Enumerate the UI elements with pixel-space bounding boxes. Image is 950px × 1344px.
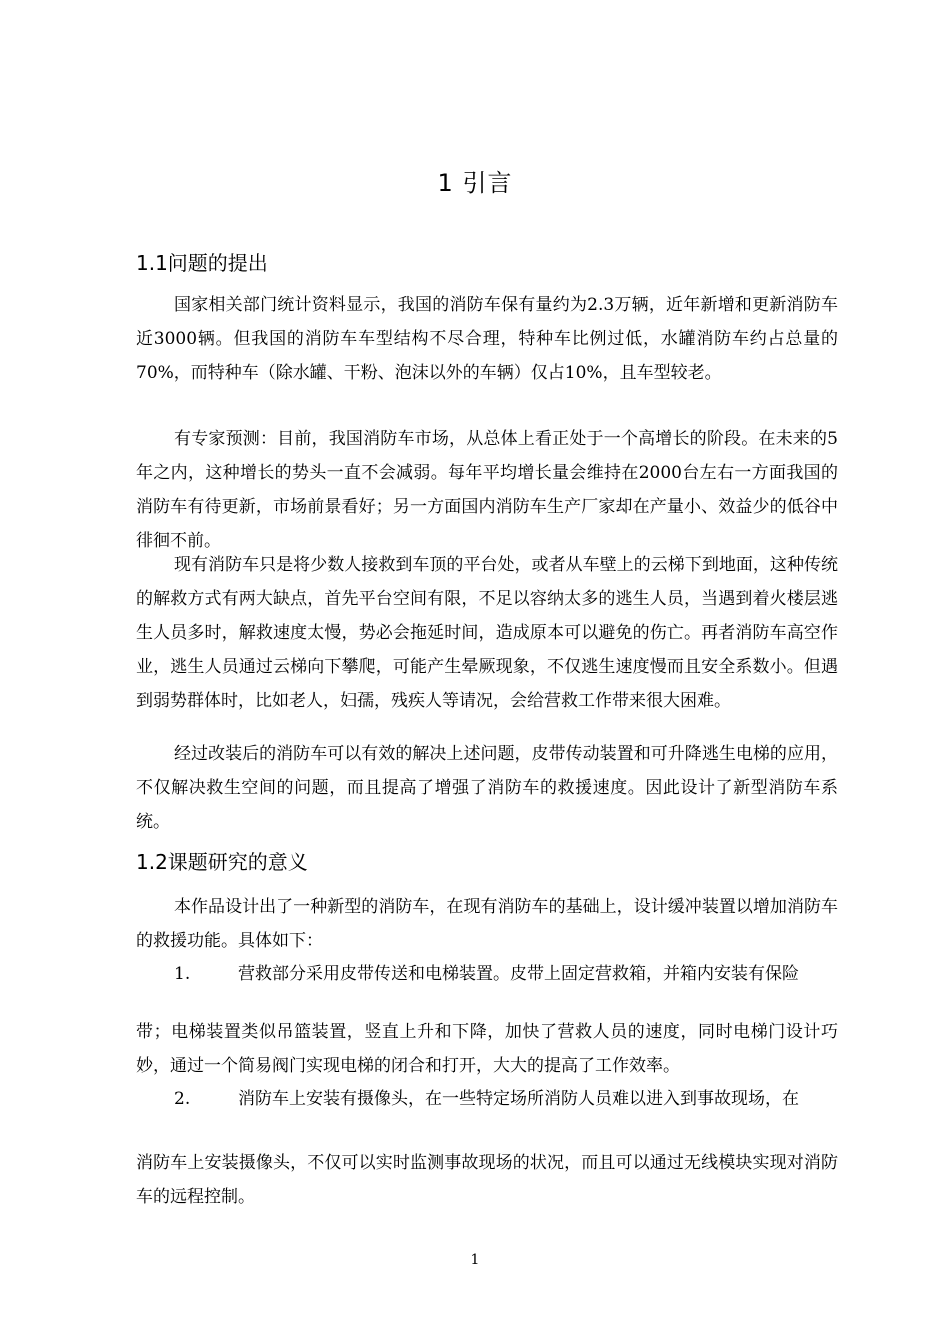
list-item-continuation: 消防车上安装摄像头，不仅可以实时监测事故现场的状况，而且可以通过无线模块实现对消防车的远程控制。 bbox=[136, 1153, 838, 1207]
list-item-number: 2. bbox=[174, 1089, 191, 1109]
paragraph: 本作品设计出了一种新型的消防车，在现有消防车的基础上，设计缓冲装置以增加消防车的救援功能。具体如下： bbox=[136, 897, 838, 951]
page-number: 1 bbox=[470, 1252, 480, 1268]
paragraph: 有专家预测：目前，我国消防车市场，从总体上看正处于一个高增长的阶段。在未来的5年之内，这种增长的势头一直不会减弱。每年平均增长量会维持在2000台左右一方面我国的消防车有待更新，市场前景看好；另一方面国内消防车生产厂家却在产量小、效益少的低谷中徘徊不前。 bbox=[136, 429, 838, 551]
paragraph: 经过改装后的消防车可以有效的解决上述问题，皮带传动装置和可升降逃生电梯的应用，不仅解决救生空间的问题，而且提高了增强了消防车的救援速度。因此设计了新型消防车系统。 bbox=[136, 744, 838, 832]
section-heading-1-2: 1.2课题研究的意义 bbox=[136, 850, 308, 874]
list-item-text: 营救部分采用皮带传送和电梯装置。皮带上固定营救箱，并箱内安装有保险 bbox=[238, 964, 799, 984]
paragraph: 国家相关部门统计资料显示，我国的消防车保有量约为2.3万辆，近年新增和更新消防车近3000辆。但我国的消防车车型结构不尽合理，特种车比例过低，水罐消防车约占总量的70%，而特种车（除水罐、干粉、泡沫以外的车辆）仅占10%，且车型较老。 bbox=[136, 295, 838, 383]
list-item-number: 1. bbox=[174, 964, 191, 984]
list-item-text: 消防车上安装有摄像头，在一些特定场所消防人员难以进入到事故现场，在 bbox=[238, 1089, 799, 1109]
paragraph: 现有消防车只是将少数人接救到车顶的平台处，或者从车壁上的云梯下到地面，这种传统的解救方式有两大缺点，首先平台空间有限，不足以容纳太多的逃生人员，当遇到着火楼层逃生人员多时，解救速度太慢，势必会拖延时间，造成原本可以避免的伤亡。再者消防车高空作业，逃生人员通过云梯向下攀爬，可能产生晕厥现象，不仅逃生速度慢而且安全系数小。但遇到弱势群体时，比如老人，妇孺，残疾人等请况，会给营救工作带来很大困难。 bbox=[136, 555, 838, 711]
list-item-continuation: 带；电梯装置类似吊篮装置，竖直上升和下降，加快了营救人员的速度，同时电梯门设计巧妙，通过一个简易阀门实现电梯的闭合和打开，大大的提高了工作效率。 bbox=[136, 1022, 838, 1076]
chapter-title: 1 引言 bbox=[437, 169, 513, 197]
section-heading-1-1: 1.1问题的提出 bbox=[136, 251, 268, 275]
